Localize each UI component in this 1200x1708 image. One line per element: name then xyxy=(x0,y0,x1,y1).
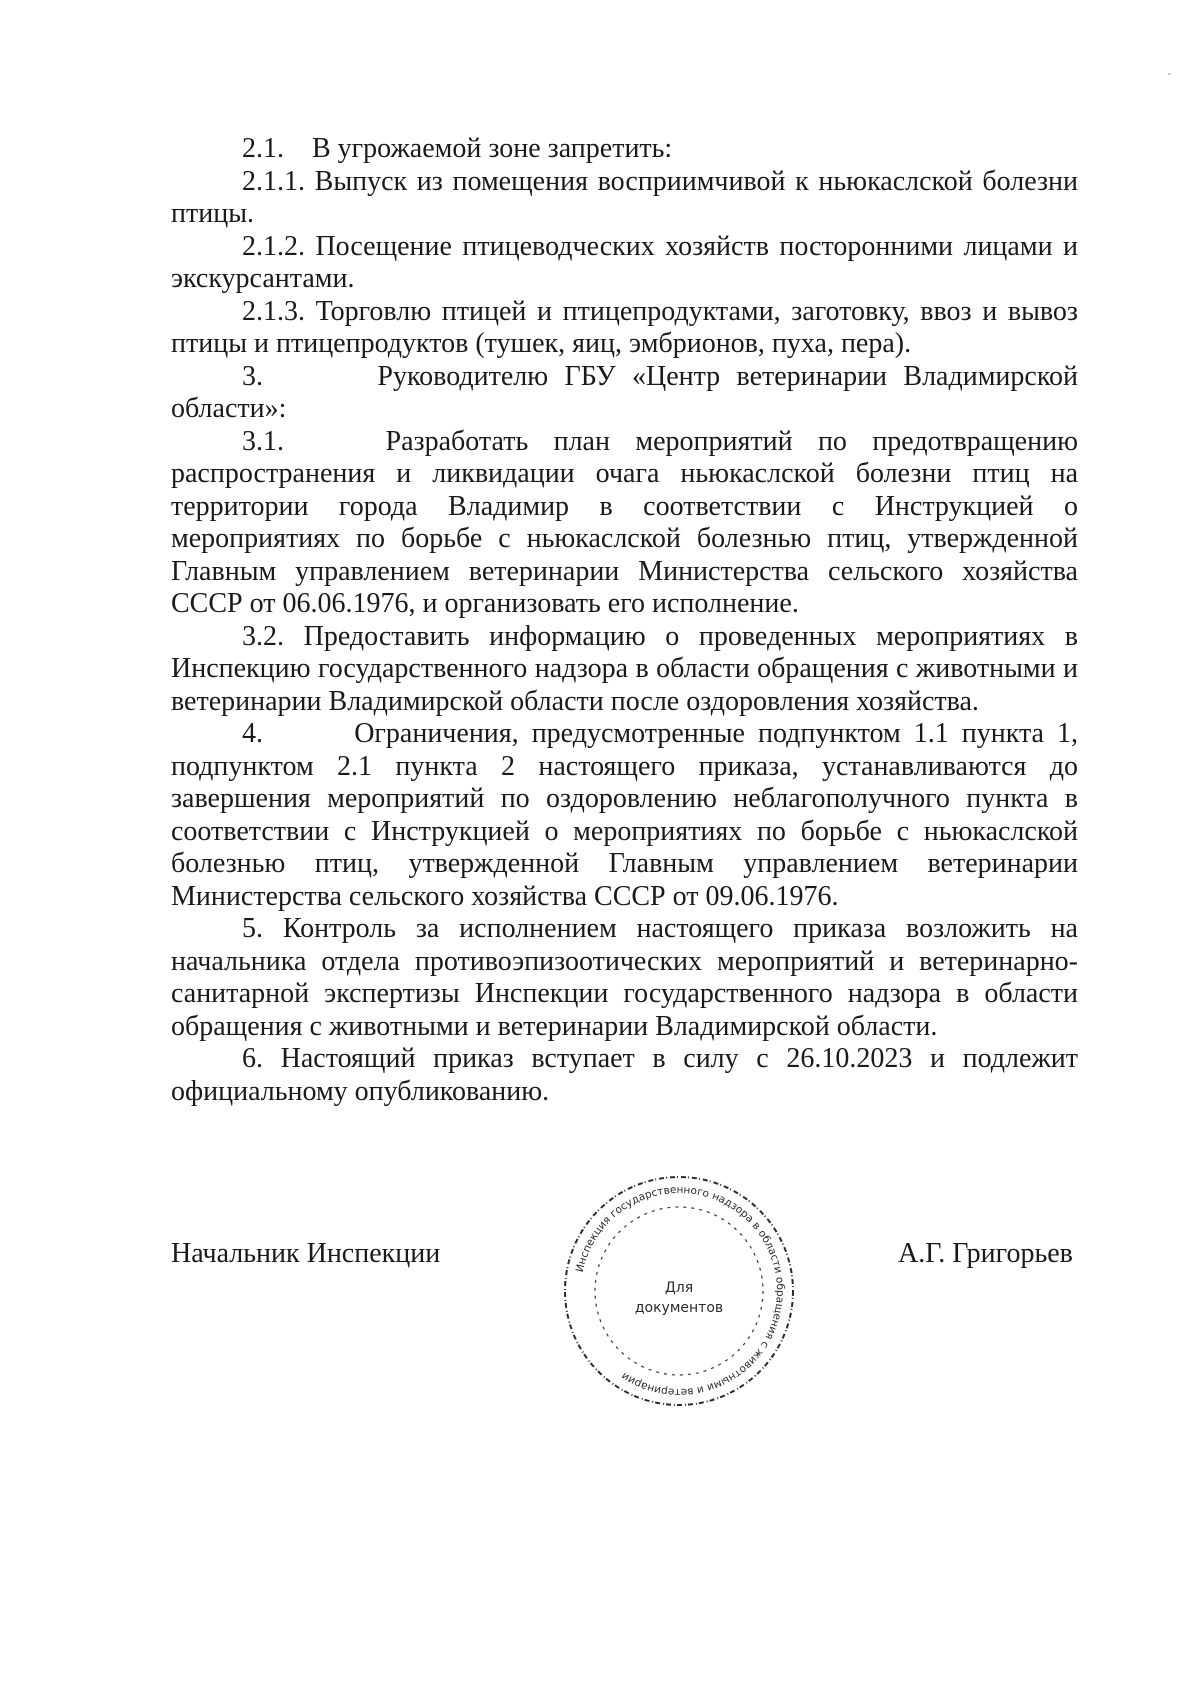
clause-3-1: 3.1. Разработать план мероприятий по предотвращению распространения и ликвидации очага ньюкаслской болезни птиц на территории города Владимир в соответствии с Инструкцией о мероприятиях по борьбе с ньюкаслской болезнью птиц, утвержденной Главным управлением ветеринарии Министерства сельского хозяйства СССР от 06.06.1976, и организовать его исполнение. xyxy=(171,425,1078,619)
official-seal xyxy=(560,1172,798,1410)
clause-4: 4. Ограничения, предусмотренные подпунктом 1.1 пункта 1, подпунктом 2.1 пункта 2 настоящего приказа, устанавливаются до завершения мероприятий по оздоровлению неблагополучного пункта в соответствии с Инструкцией о мероприятиях по борьбе с ньюкаслской болезнью птиц, утвержденной Главным управлением ветеринарии Министерства сельского хозяйства СССР от 09.06.1976. xyxy=(171,718,1078,912)
clause-2-1-1: 2.1.1. Выпуск из помещения восприимчивой к ньюкаслской болезни птицы. xyxy=(171,165,1078,229)
seal-center-line2: документов xyxy=(634,1300,724,1316)
seal-center-line1: Для xyxy=(664,1280,694,1296)
order-body xyxy=(171,133,1078,1108)
clause-2-1: 2.1. В угрожаемой зоне запретить: xyxy=(242,133,673,164)
signatory-title: Начальник Инспекции xyxy=(171,1238,441,1269)
scan-speck xyxy=(1168,73,1171,75)
clause-6: 6. Настоящий приказ вступает в силу с 26.10.2023 и подлежит официальному опубликованию. xyxy=(171,1043,1078,1107)
clause-2-1-2: 2.1.2. Посещение птицеводческих хозяйств посторонними лицами и экскурсантами. xyxy=(171,230,1078,294)
clause-3-2: 3.2. Предоставить информацию о проведенных мероприятиях в Инспекцию государственного надзора в области обращения с животными и ветеринарии Владимирской области после оздоровления хозяйства. xyxy=(171,620,1078,717)
clause-2-1-3: 2.1.3. Торговлю птицей и птицепродуктами, заготовку, ввоз и вывоз птицы и птицепродуктов (тушек, яиц, эмбрионов, пуха, пера). xyxy=(171,295,1078,359)
clause-5: 5. Контроль за исполнением настоящего приказа возложить на начальника отдела противоэпизоотических мероприятий и ветеринарно-санитарной экспертизы Инспекции государственного надзора в области обращения с животными и ветеринарии Владимирской области. xyxy=(171,913,1078,1042)
clause-3: 3. Руководителю ГБУ «Центр ветеринарии Владимирской области»: xyxy=(171,360,1078,424)
signatory-name: А.Г. Григорьев xyxy=(898,1238,1073,1269)
seal-ring-text: Инспекция государственного надзора в области обращения с животными и ветеринарии xyxy=(573,1183,787,1399)
